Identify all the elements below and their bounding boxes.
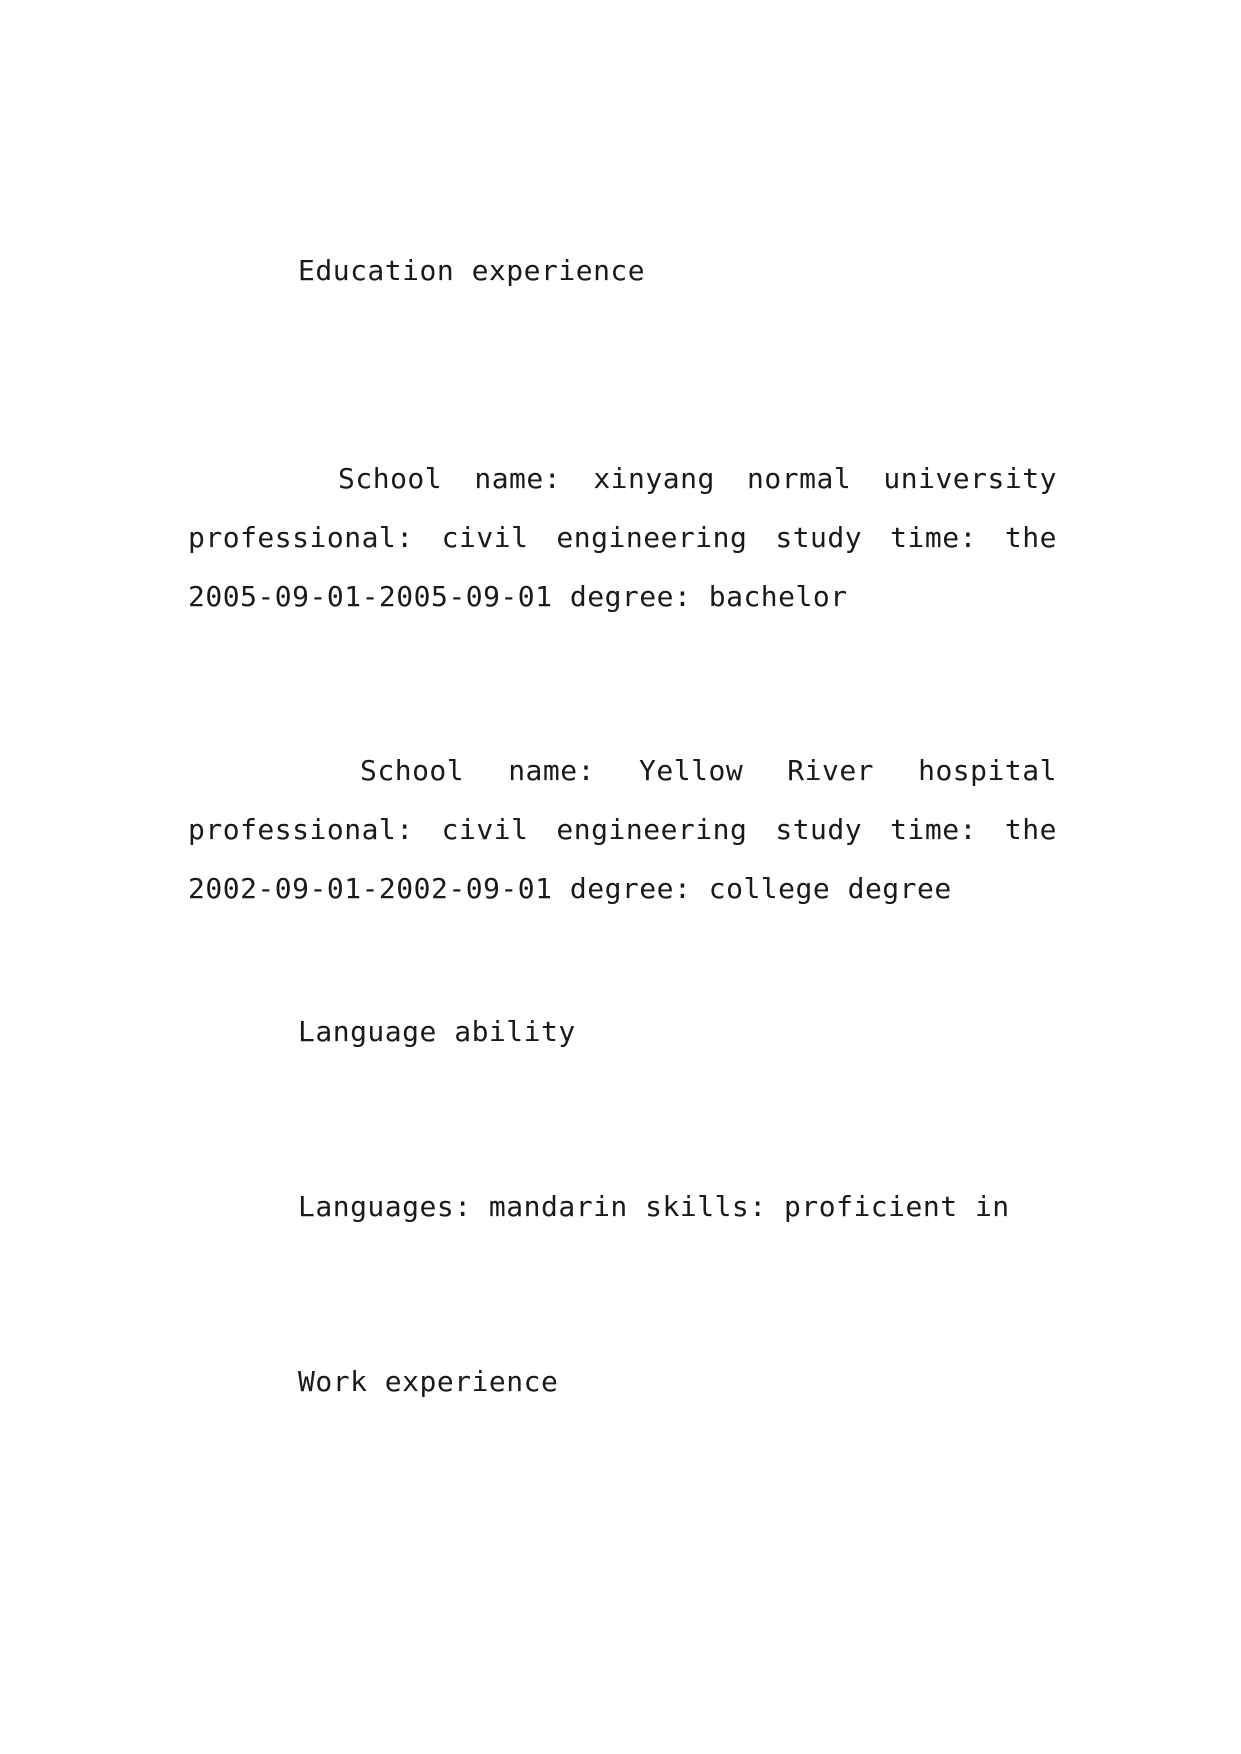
word: name: — [508, 754, 595, 787]
education-heading: Education experience — [298, 254, 646, 287]
entry-line — [188, 800, 1057, 859]
entry-line-text: 2002-09-01-2002-09-01 degree: college degree — [188, 872, 952, 905]
entry-line — [188, 508, 1057, 567]
word: xinyang — [593, 462, 715, 495]
word: time: — [890, 813, 977, 846]
education-entry — [188, 741, 1057, 918]
entry-line — [188, 741, 1057, 800]
word: professional: — [188, 521, 414, 554]
entry-line — [188, 567, 1057, 626]
word: civil — [441, 521, 529, 554]
word: engineering — [556, 521, 748, 554]
word: the — [1004, 521, 1057, 554]
word: Yellow — [639, 754, 744, 787]
word: study — [775, 813, 863, 846]
word: the — [1004, 813, 1057, 846]
word: study — [775, 521, 863, 554]
entry-line — [188, 449, 1057, 508]
language-heading: Language ability — [298, 1015, 576, 1048]
word: civil — [441, 813, 529, 846]
word: engineering — [556, 813, 748, 846]
word: hospital — [918, 754, 1057, 787]
work-heading: Work experience — [298, 1365, 559, 1398]
education-entry — [188, 449, 1057, 626]
word: time: — [890, 521, 977, 554]
word: professional: — [188, 813, 414, 846]
word: normal — [747, 462, 852, 495]
word: School — [360, 754, 465, 787]
entry-line — [188, 859, 1057, 918]
entry-line-text: 2005-09-01-2005-09-01 degree: bachelor — [188, 580, 848, 613]
word: name: — [474, 462, 562, 495]
word: River — [787, 754, 875, 787]
word: university — [883, 462, 1057, 495]
word: School — [338, 462, 443, 495]
language-text: Languages: mandarin skills: proficient in — [298, 1190, 1010, 1223]
